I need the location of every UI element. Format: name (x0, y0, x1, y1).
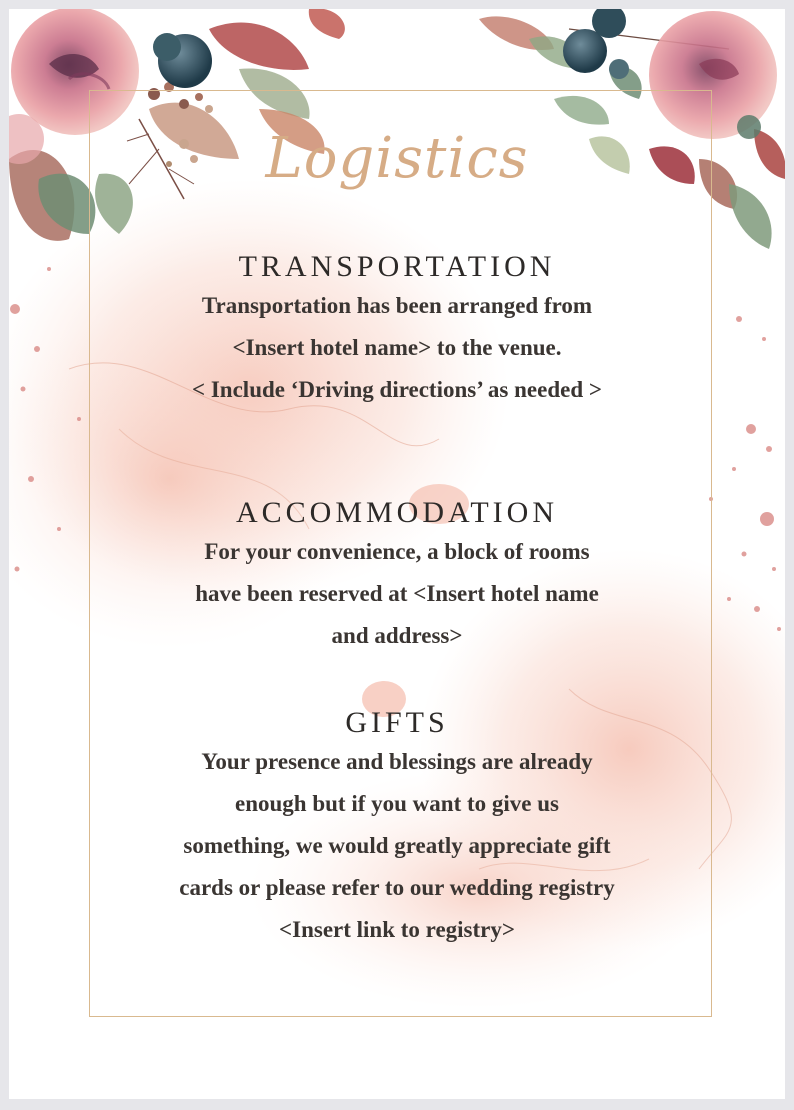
section-transportation (99, 249, 695, 411)
body-line: cards or please refer to our wedding registry (179, 875, 615, 900)
body-line: Your presence and blessings are already (201, 749, 593, 774)
page-title: Logistics (265, 126, 529, 191)
logistics-card (9, 9, 785, 1099)
section-heading: ACCOMMODATION (235, 496, 558, 529)
body-line: Transportation has been arranged from (201, 293, 593, 318)
section-body (99, 531, 695, 657)
section-body (99, 741, 695, 951)
body-line: enough but if you want to give us (235, 791, 559, 816)
section-gifts (99, 705, 695, 951)
body-line: have been reserved at <Insert hotel name (195, 581, 599, 606)
body-line: <Insert hotel name> to the venue. (232, 335, 562, 360)
section-heading: GIFTS (345, 706, 449, 739)
body-line: and address> (331, 623, 463, 648)
body-line: For your convenience, a block of rooms (204, 539, 590, 564)
section-accommodation (99, 495, 695, 657)
body-line: < Include ‘Driving directions’ as needed > (192, 377, 602, 402)
section-body (99, 285, 695, 411)
body-line: something, we would greatly appreciate gift (183, 833, 611, 858)
section-heading: TRANSPORTATION (238, 250, 556, 283)
body-line: <Insert link to registry> (279, 917, 515, 942)
